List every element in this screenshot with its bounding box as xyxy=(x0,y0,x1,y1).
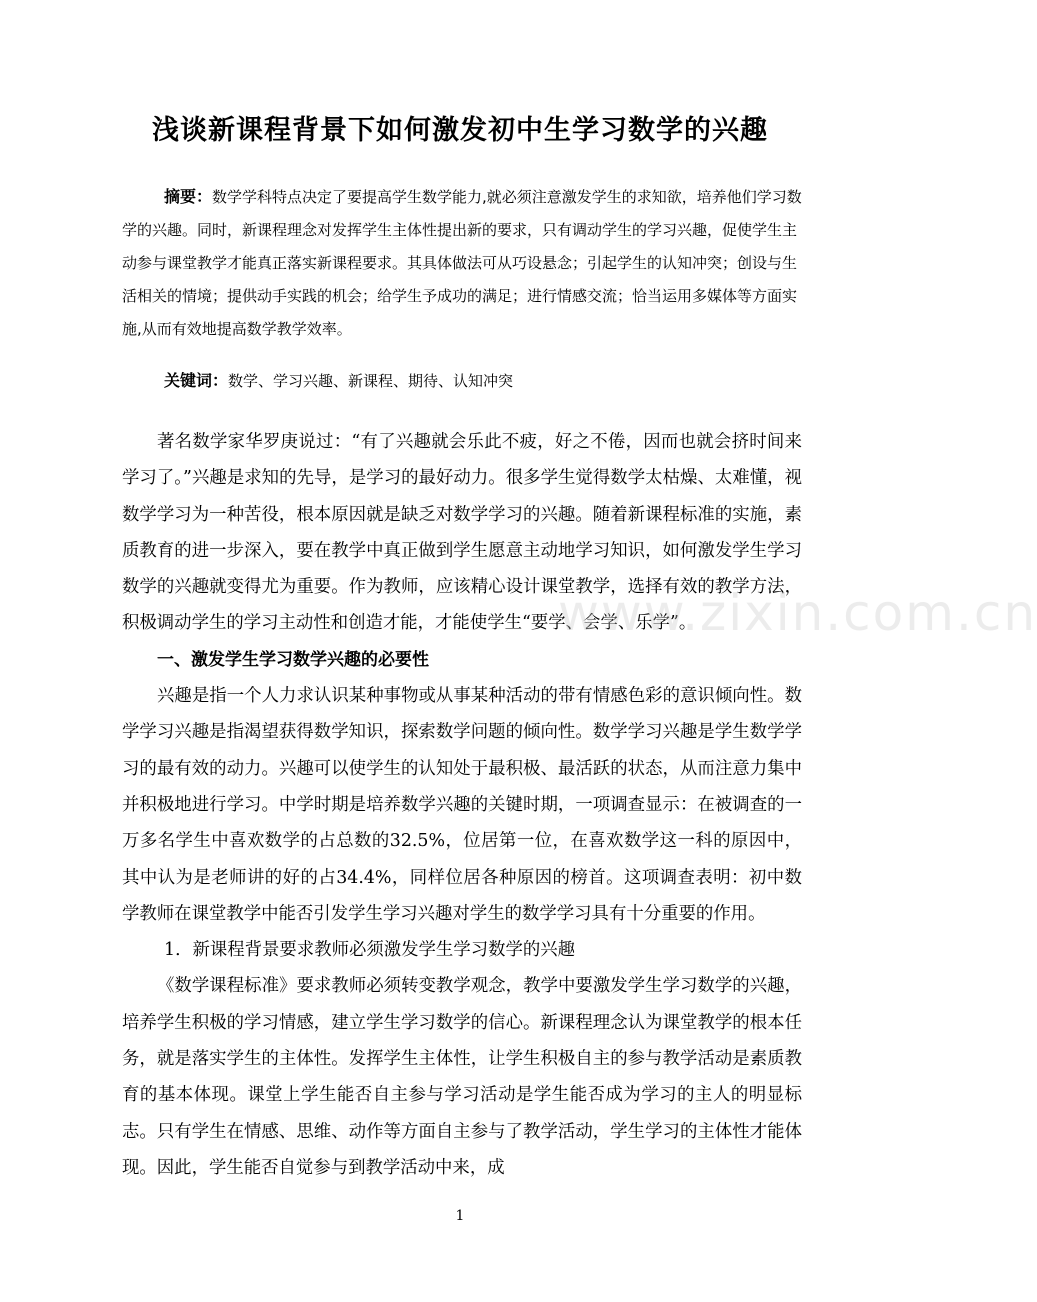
keywords-label: 关键词： xyxy=(164,371,229,390)
document-title: 浅谈新课程背景下如何激发初中生学习数学的兴趣 xyxy=(152,115,768,146)
abstract-text: 数学学科特点决定了要提高学生数学能力,就必须注意激发学生的求知欲，培养他们学习数学的兴趣。同时，新课程理念对发挥学生主体性提出新的要求，只有调动学生的学习兴趣，促使学生主动参与课堂教学才能真正落实新课程要求。其具体做法可从巧设悬念；引起学生的认知冲突；创设与生活相关的情境；提供动手实践的机会；给学生予成功的满足；进行情感交流；恰当运用多媒体等方面实施,从而有效地提高数学教学效率。 xyxy=(122,188,802,338)
abstract-label: 摘要： xyxy=(164,187,213,206)
section-1-paragraph: 兴趣是指一个人力求认识某种事物或从事某种活动的带有情感色彩的意识倾向性。数学学习兴趣是指渴望获得数学知识，探索数学问题的倾向性。数学学习兴趣是学生数学学习的最有效的动力。兴趣可以使学生的认知处于最积极、最活跃的状态，从而注意力集中并积极地进行学习。中学时期是培养数学兴趣的关键时期，一项调查显示：在被调查的一万多名学生中喜欢数学的占总数的32.5%，位居第一位，在喜欢数学这一科的原因中，其中认为是老师讲的好的占34.4%，同样位居各种原因的榜首。这项调查表明：初中数学教师在课堂教学中能否引发学生学习兴趣对学生的数学学习具有十分重要的作用。 xyxy=(122,686,802,924)
keywords xyxy=(122,366,802,396)
document-body xyxy=(122,424,802,1186)
keywords-text: 数学、学习兴趣、新课程、期待、认知冲突 xyxy=(228,372,514,390)
subsection-heading-1: 1．新课程背景要求教师必须激发学生学习数学的兴趣 xyxy=(164,940,576,961)
page-number: 1 xyxy=(455,1208,465,1224)
section-heading-1: 一、激发学生学习数学兴趣的必要性 xyxy=(157,649,429,670)
abstract xyxy=(122,180,802,346)
watermark: www.zixin.com.cn xyxy=(558,584,1037,642)
intro-paragraph: 著名数学家华罗庚说过：“有了兴趣就会乐此不疲，好之不倦，因而也就会挤时间来学习了。”兴趣是求知的先导，是学习的最好动力。很多学生觉得数学太枯燥、太难懂，视数学学习为一种苦役，根本原因就是缺乏对数学学习的兴趣。随着新课程标准的实施，素质教育的进一步深入，要在教学中真正做到学生愿意主动地学习知识，如何激发学生学习数学的兴趣就变得尤为重要。作为教师，应该精心设计课堂教学，选择有效的教学方法，积极调动学生的学习主动性和创造才能，才能使学生“要学、会学、乐学”。 xyxy=(122,432,802,634)
subsection-1-paragraph: 《数学课程标准》要求教师必须转变教学观念，教学中要激发学生学习数学的兴趣，培养学生积极的学习情感，建立学生学习数学的信心。新课程理念认为课堂教学的根本任务，就是落实学生的主体性。发挥学生主体性，让学生积极自主的参与教学活动是素质教育的基本体现。课堂上学生能否自主参与学习活动是学生能否成为学习的主人的明显标志。只有学生在情感、思维、动作等方面自主参与了教学活动，学生学习的主体性才能体现。因此，学生能否自觉参与到教学活动中来，成 xyxy=(122,976,802,1178)
